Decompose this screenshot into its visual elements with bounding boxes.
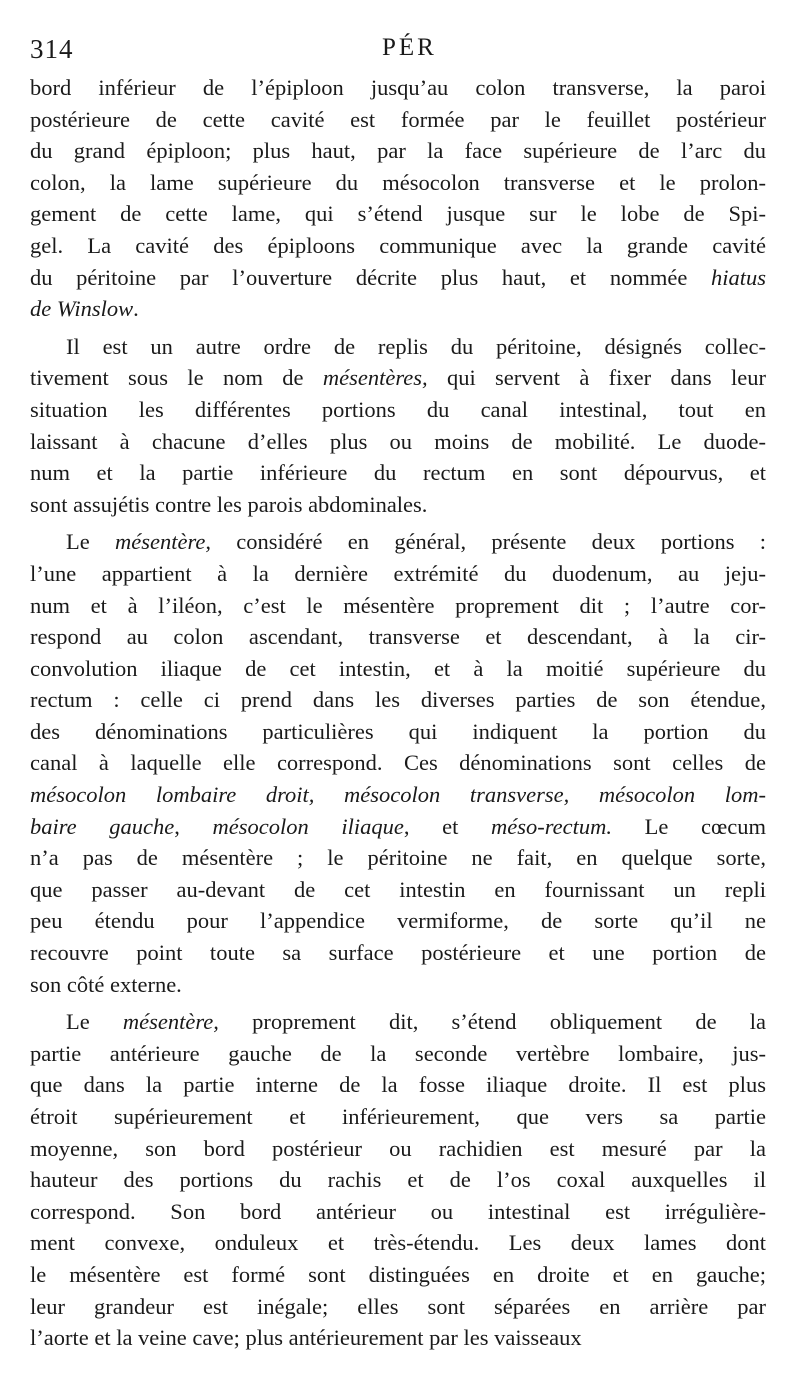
text-segment: rectum : celle ci prend dans les diverses parties de son étendue, xyxy=(30,687,766,713)
text-line xyxy=(30,937,766,969)
text-segment: moyenne, son bord postérieur ou rachidien est mesuré par la xyxy=(30,1135,766,1161)
text-segment: gement de cette lame, qui s’étend jusque sur le lobe de Spi- xyxy=(30,201,766,227)
text-line xyxy=(30,135,766,167)
text-line xyxy=(30,1101,766,1133)
text-line xyxy=(30,1322,766,1354)
text-segment: du grand épiploon; plus haut, par la face supérieure de l’arc du xyxy=(30,138,766,164)
italic-term: mésocolon iliaque xyxy=(212,813,404,839)
running-head: PÉR xyxy=(382,34,437,61)
text-segment: Le xyxy=(66,529,116,555)
text-segment: correspond. Son bord antérieur ou intestinal est irrégulière- xyxy=(30,1198,766,1224)
text-segment: considéré en général, présente deux portions : xyxy=(211,529,766,555)
text-line xyxy=(30,779,766,811)
text-line xyxy=(30,489,766,521)
text-line xyxy=(30,621,766,653)
text-segment: leur grandeur est inégale; elles sont séparées en arrière par xyxy=(30,1293,766,1319)
text-line xyxy=(30,1006,766,1038)
text-line xyxy=(30,716,766,748)
body-text xyxy=(30,72,766,1354)
text-line xyxy=(30,905,766,937)
text-line xyxy=(30,104,766,136)
text-line xyxy=(30,262,766,294)
text-segment: recouvre point toute sa surface postérieure et une portion de xyxy=(30,940,766,966)
text-segment: étroit supérieurement et inférieurement, que vers sa partie xyxy=(30,1104,766,1129)
text-line xyxy=(30,394,766,426)
text-segment: le mésentère est formé sont distinguées en droite et en gauche; xyxy=(30,1261,766,1287)
text-segment: que passer au-devant de cet intestin en fournissant un repli xyxy=(30,876,766,902)
text-line xyxy=(30,1259,766,1291)
text-segment: que dans la partie interne de la fosse iliaque droite. Il est plus xyxy=(30,1072,766,1098)
text-segment: hauteur des portions du rachis et de l’os coxal auxquelles il xyxy=(30,1167,766,1193)
text-line xyxy=(30,72,766,104)
text-segment: situation les différentes portions du canal intestinal, tout en xyxy=(30,396,766,422)
italic-term: hiatus xyxy=(710,264,766,290)
text-line xyxy=(30,198,766,230)
italic-term: mésocolon lombaire droit, mésocolon transverse, mésocolon lom- xyxy=(30,782,766,808)
text-segment: convolution iliaque de cet intestin, et à la moitié supérieure du xyxy=(30,655,766,681)
italic-term: baire gauche xyxy=(30,813,175,839)
text-line xyxy=(30,362,766,394)
paragraph xyxy=(30,1006,766,1354)
text-segment: proprement dit, s’étend obliquement de la xyxy=(218,1009,767,1035)
paragraph xyxy=(30,331,766,521)
text-line xyxy=(30,426,766,458)
page-header xyxy=(30,34,770,74)
text-line xyxy=(30,684,766,716)
text-line xyxy=(30,1291,766,1323)
text-line xyxy=(30,747,766,779)
paragraph xyxy=(30,526,766,1000)
text-line xyxy=(30,1164,766,1196)
text-segment: bord inférieur de l’épiploon jusqu’au colon transverse, la paroi xyxy=(30,75,766,100)
text-segment: l’aorte et la veine cave; plus antérieurement par les vaisseaux xyxy=(30,1325,582,1351)
text-line xyxy=(30,293,766,325)
text-segment: qui servent à fixer dans leur xyxy=(427,365,766,391)
text-segment: laissant à chacune d’elles plus ou moins de mobilité. Le duode- xyxy=(30,428,766,454)
italic-term: mésentère, xyxy=(122,1009,219,1035)
text-line xyxy=(30,874,766,906)
text-line xyxy=(30,969,766,1001)
text-line xyxy=(30,1069,766,1101)
text-segment: peu étendu pour l’appendice vermiforme, de sorte qu’il ne xyxy=(30,908,766,934)
text-line xyxy=(30,526,766,558)
text-segment: partie antérieure gauche de la seconde vertèbre lombaire, jus- xyxy=(30,1040,766,1066)
text-line xyxy=(30,230,766,262)
text-segment: l’une appartient à la dernière extrémité du duodenum, au jeju- xyxy=(30,560,766,586)
text-segment: num et la partie inférieure du rectum en sont dépourvus, et xyxy=(30,460,766,486)
text-segment: , xyxy=(174,813,213,839)
text-segment: num et à l’iléon, c’est le mésentère proprement dit ; l’autre cor- xyxy=(30,592,766,618)
italic-term: de Winslow xyxy=(30,296,134,322)
text-line xyxy=(30,1227,766,1259)
text-line xyxy=(30,167,766,199)
text-segment: colon, la lame supérieure du mésocolon transverse et le prolon- xyxy=(30,169,766,195)
text-segment: Le xyxy=(66,1009,123,1035)
text-segment: des dénominations particulières qui indiquent la portion du xyxy=(30,718,766,744)
text-segment: tivement sous le nom de xyxy=(30,365,323,391)
text-segment: respond au colon ascendant, transverse et descendant, à la cir- xyxy=(30,624,766,650)
text-line xyxy=(30,1196,766,1228)
text-line xyxy=(30,653,766,685)
italic-term: mésentère, xyxy=(115,529,212,555)
text-segment: Le cœcum xyxy=(612,813,766,839)
text-segment: postérieure de cette cavité est formée par le feuillet postérieur xyxy=(30,106,766,132)
text-line xyxy=(30,590,766,622)
text-segment: gel. La cavité des épiploons communique avec la grande cavité xyxy=(30,232,766,258)
text-line xyxy=(30,331,766,363)
text-segment: du péritoine par l’ouverture décrite plus haut, et nommée xyxy=(30,264,711,290)
text-segment: son côté externe. xyxy=(30,971,182,997)
text-segment: , et xyxy=(403,813,492,839)
text-segment: n’a pas de mésentère ; le péritoine ne fait, en quelque sorte, xyxy=(30,845,766,871)
italic-term: méso-rectum. xyxy=(491,813,613,839)
text-line xyxy=(30,811,766,843)
italic-term: mésentères, xyxy=(322,365,428,391)
text-line xyxy=(30,457,766,489)
text-line xyxy=(30,1038,766,1070)
text-segment: canal à laquelle elle correspond. Ces dénominations sont celles de xyxy=(30,750,766,776)
text-segment: . xyxy=(133,296,139,322)
text-line xyxy=(30,842,766,874)
paragraph xyxy=(30,72,766,325)
text-line xyxy=(30,558,766,590)
text-segment: ment convexe, onduleux et très-étendu. Les deux lames dont xyxy=(30,1230,766,1256)
text-segment: Il est un autre ordre de replis du péritoine, désignés collec- xyxy=(66,333,766,359)
page-number: 314 xyxy=(30,34,74,64)
text-line xyxy=(30,1133,766,1165)
text-segment: sont assujétis contre les parois abdominales. xyxy=(30,491,428,517)
